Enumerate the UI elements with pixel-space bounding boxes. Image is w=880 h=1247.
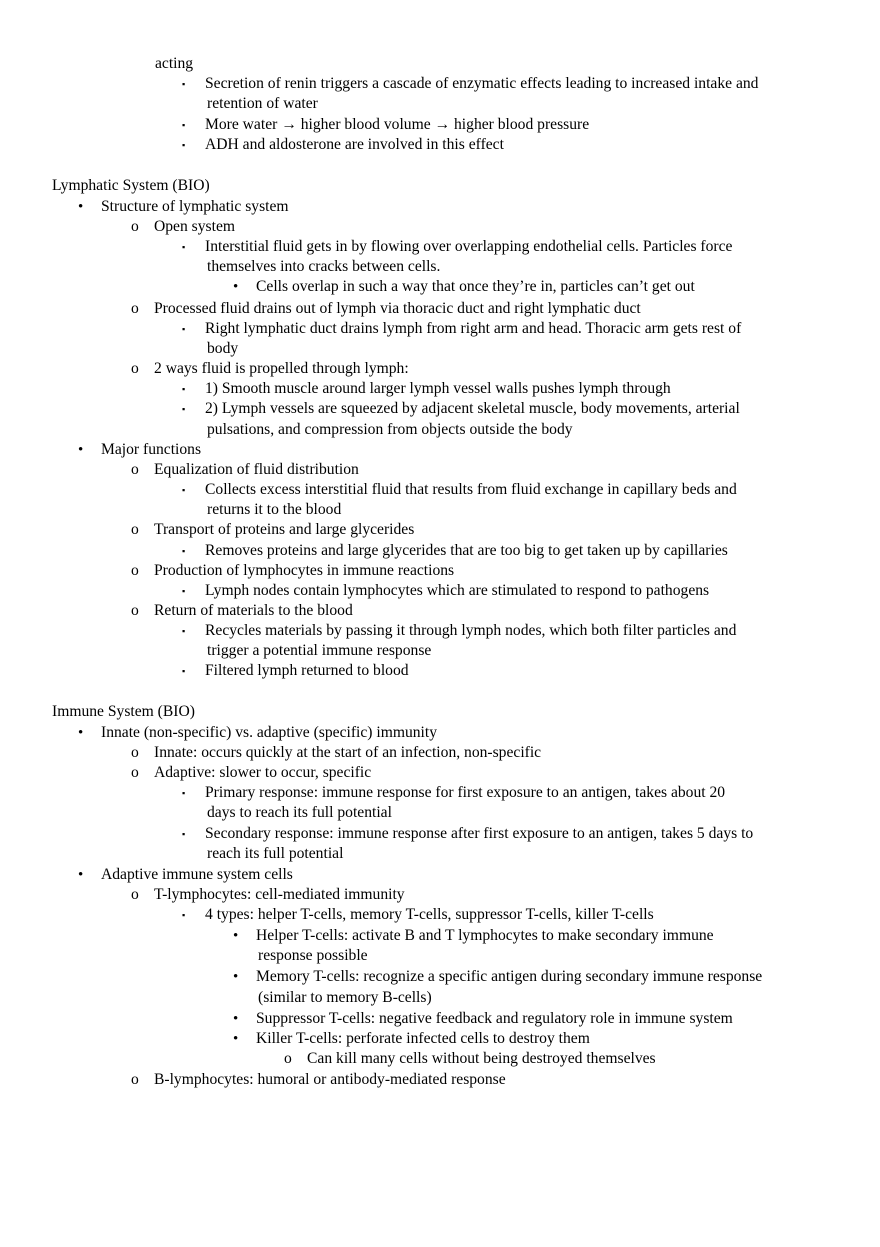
list-item-continuation: trigger a potential immune response [207, 642, 432, 659]
dot-bullet-icon: • [78, 867, 84, 883]
dot-bullet-icon: • [78, 442, 84, 458]
circle-bullet-icon: o [131, 300, 139, 317]
square-bullet-icon: ▪ [182, 242, 186, 252]
circle-bullet-icon: o [131, 360, 139, 377]
list-item: Killer T-cells: perforate infected cells to destroy them [256, 1030, 590, 1047]
circle-bullet-icon: o [131, 218, 139, 235]
list-item: Suppressor T-cells: negative feedback and regulatory role in immune system [256, 1010, 733, 1027]
list-item: Secondary response: immune response after first exposure to an antigen, takes 5 days to [205, 825, 754, 842]
list-item: Recycles materials by passing it through lymph nodes, which both filter particles and [205, 622, 737, 639]
list-item: Memory T-cells: recognize a specific antigen during secondary immune response [256, 968, 763, 985]
square-bullet-icon: ▪ [182, 324, 186, 334]
list-item: Return of materials to the blood [154, 602, 353, 619]
dot-bullet-icon: • [78, 199, 84, 215]
list-item-continuation: response possible [258, 947, 368, 964]
list-item: Can kill many cells without being destroyed themselves [307, 1050, 656, 1067]
list-item-continuation: pulsations, and compression from objects outside the body [207, 421, 573, 438]
list-item: Adaptive: slower to occur, specific [154, 764, 372, 781]
list-item: 1) Smooth muscle around larger lymph vessel walls pushes lymph through [205, 380, 671, 397]
dot-bullet-icon: • [233, 928, 239, 944]
square-bullet-icon: ▪ [182, 666, 186, 676]
square-bullet-icon: ▪ [182, 626, 186, 636]
square-bullet-icon: ▪ [182, 586, 186, 596]
circle-bullet-icon: o [131, 1071, 139, 1088]
dot-bullet-icon: • [233, 1011, 239, 1027]
list-item-continuation: body [207, 340, 239, 357]
list-item: Secretion of renin triggers a cascade of enzymatic effects leading to increased intake and [205, 75, 759, 92]
list-item: Removes proteins and large glycerides that are too big to get taken up by capillaries [205, 542, 728, 559]
square-bullet-icon: ▪ [182, 546, 186, 556]
circle-bullet-icon: o [131, 886, 139, 903]
circle-bullet-icon: o [131, 602, 139, 619]
list-item: Adaptive immune system cells [101, 866, 293, 883]
square-bullet-icon: ▪ [182, 120, 186, 130]
list-item: Production of lymphocytes in immune reactions [154, 562, 455, 579]
list-item: Transport of proteins and large glycerides [154, 521, 415, 538]
list-item: B-lymphocytes: humoral or antibody-mediated response [154, 1071, 506, 1088]
list-item: Equalization of fluid distribution [154, 461, 359, 478]
list-item: Right lymphatic duct drains lymph from right arm and head. Thoracic arm gets rest of [205, 320, 742, 337]
list-item: 2) Lymph vessels are squeezed by adjacent skeletal muscle, body movements, arterial [205, 400, 740, 417]
list-item: Structure of lymphatic system [101, 198, 289, 215]
section-heading-lymphatic: Lymphatic System (BIO) [52, 177, 210, 194]
square-bullet-icon: ▪ [182, 788, 186, 798]
dot-bullet-icon: • [233, 969, 239, 985]
list-item: Cells overlap in such a way that once they’re in, particles can’t get out [256, 278, 695, 295]
continued-text: acting [155, 55, 194, 72]
square-bullet-icon: ▪ [182, 404, 186, 414]
list-item-continuation: days to reach its full potential [207, 804, 392, 821]
square-bullet-icon: ▪ [182, 140, 186, 150]
list-item: T-lymphocytes: cell-mediated immunity [154, 886, 405, 903]
list-item: ADH and aldosterone are involved in this effect [205, 136, 504, 153]
list-item: More water → higher blood volume → higher blood pressure [205, 116, 590, 133]
circle-bullet-icon: o [284, 1050, 292, 1067]
circle-bullet-icon: o [131, 461, 139, 478]
list-item: Innate: occurs quickly at the start of an infection, non-specific [154, 744, 542, 761]
list-item: Lymph nodes contain lymphocytes which are stimulated to respond to pathogens [205, 582, 710, 599]
list-item-continuation: returns it to the blood [207, 501, 342, 518]
list-item: 2 ways fluid is propelled through lymph: [154, 360, 409, 377]
section-heading-immune: Immune System (BIO) [52, 703, 195, 720]
list-item-continuation: (similar to memory B-cells) [258, 989, 432, 1006]
list-item: Filtered lymph returned to blood [205, 662, 409, 679]
list-item: Collects excess interstitial fluid that results from fluid exchange in capillary beds and [205, 481, 737, 498]
list-item: Processed fluid drains out of lymph via thoracic duct and right lymphatic duct [154, 300, 641, 317]
list-item: Interstitial fluid gets in by flowing over overlapping endothelial cells. Particles force [205, 238, 733, 255]
circle-bullet-icon: o [131, 521, 139, 538]
dot-bullet-icon: • [233, 279, 239, 295]
square-bullet-icon: ▪ [182, 910, 186, 920]
dot-bullet-icon: • [233, 1031, 239, 1047]
list-item: Primary response: immune response for first exposure to an antigen, takes about 20 [205, 784, 726, 801]
square-bullet-icon: ▪ [182, 384, 186, 394]
dot-bullet-icon: • [78, 725, 84, 741]
list-item-continuation: reach its full potential [207, 845, 344, 862]
square-bullet-icon: ▪ [182, 485, 186, 495]
circle-bullet-icon: o [131, 764, 139, 781]
list-item: 4 types: helper T-cells, memory T-cells, suppressor T-cells, killer T-cells [205, 906, 654, 923]
circle-bullet-icon: o [131, 744, 139, 761]
list-item-continuation: retention of water [207, 95, 318, 112]
list-item: Helper T-cells: activate B and T lymphocytes to make secondary immune [256, 927, 714, 944]
square-bullet-icon: ▪ [182, 829, 186, 839]
square-bullet-icon: ▪ [182, 79, 186, 89]
list-item: Innate (non-specific) vs. adaptive (specific) immunity [101, 724, 438, 741]
list-item: Open system [154, 218, 235, 235]
circle-bullet-icon: o [131, 562, 139, 579]
list-item-continuation: themselves into cracks between cells. [207, 258, 441, 275]
list-item: Major functions [101, 441, 202, 458]
